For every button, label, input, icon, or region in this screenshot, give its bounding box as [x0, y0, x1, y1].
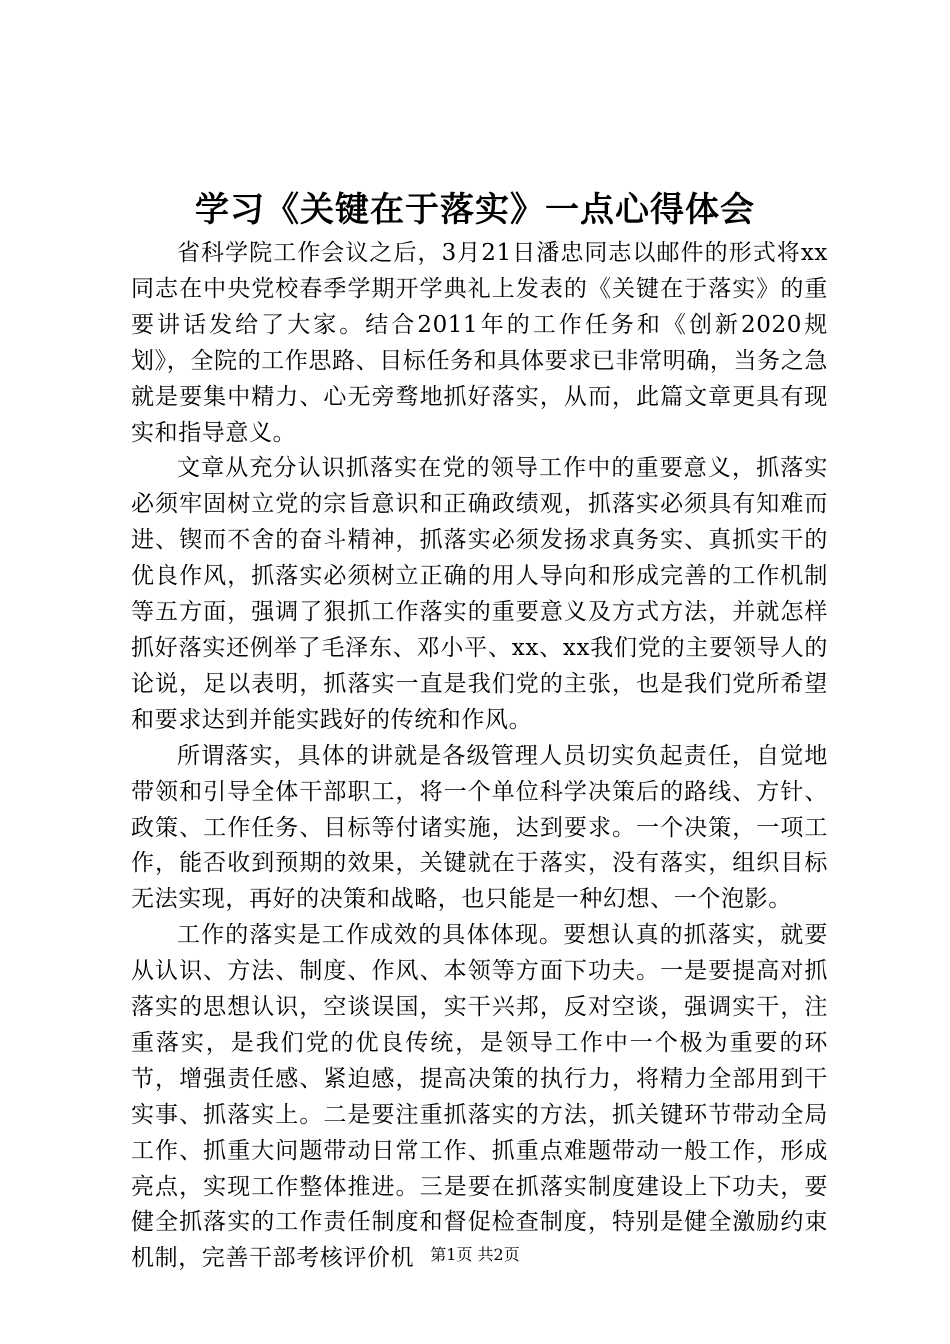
paragraph-2: 文章从充分认识抓落实在党的领导工作中的重要意义，抓落实必须牢固树立党的宗旨意识和正确政绩观，抓落实必须具有知难而进、锲而不舍的奋斗精神，抓落实必须发扬求真务实、真抓实干的优良作风，抓落实必须树立正确的用人导向和形成完善的工作机制等五方面，强调了狠抓工作落实的重要意义及方式方法，并就怎样抓好落实还例举了毛泽东、邓小平、xx、xx我们党的主要领导人的论说，足以表明，抓落实一直是我们党的主张，也是我们党所希望和要求达到并能实践好的传统和作风。: [131, 455, 828, 733]
document-body: [131, 236, 828, 1277]
paragraph-1: 省科学院工作会议之后，3月21日潘忠同志以邮件的形式将xx同志在中央党校春季学期开学典礼上发表的《关键在于落实》的重要讲话发给了大家。结合2011年的工作任务和《创新2020规划》，全院的工作思路、目标任务和具体要求已非常明确，当务之急就是要集中精力、心无旁骛地抓好落实，从而，此篇文章更具有现实和指导意义。: [131, 240, 828, 446]
paragraph-4: 工作的落实是工作成效的具体体现。要想认真的抓落实，就要从认识、方法、制度、作风、本领等方面下功夫。一是要提高对抓落实的思想认识，空谈误国，实干兴邦，反对空谈，强调实干，注重落实，是我们党的优良传统，是领导工作中一个极为重要的环节，增强责任感、紧迫感，提高决策的执行力，将精力全部用到干实事、抓落实上。二是要注重抓落实的方法，抓关键环节带动全局工作、抓重大问题带动日常工作、抓重点难题带动一般工作，形成亮点，实现工作整体推进。三是要在抓落实制度建设上下功夫，要健全抓落实的工作责任制度和督促检查制度，特别是健全激励约束机制，完善干部考核评价机: [131, 922, 828, 1272]
paragraph-3: 所谓落实，具体的讲就是各级管理人员切实负起责任，自觉地带领和引导全体干部职工，将一个单位科学决策后的路线、方针、政策、工作任务、目标等付诸实施，达到要求。一个决策，一项工作，能否收到预期的效果，关键就在于落实，没有落实，组织目标无法实现，再好的决策和战略，也只能是一种幻想、一个泡影。: [131, 742, 828, 913]
document-title: 学习《关键在于落实》一点心得体会: [195, 190, 755, 230]
page-number-footer: 第1页 共2页: [430, 1245, 520, 1264]
